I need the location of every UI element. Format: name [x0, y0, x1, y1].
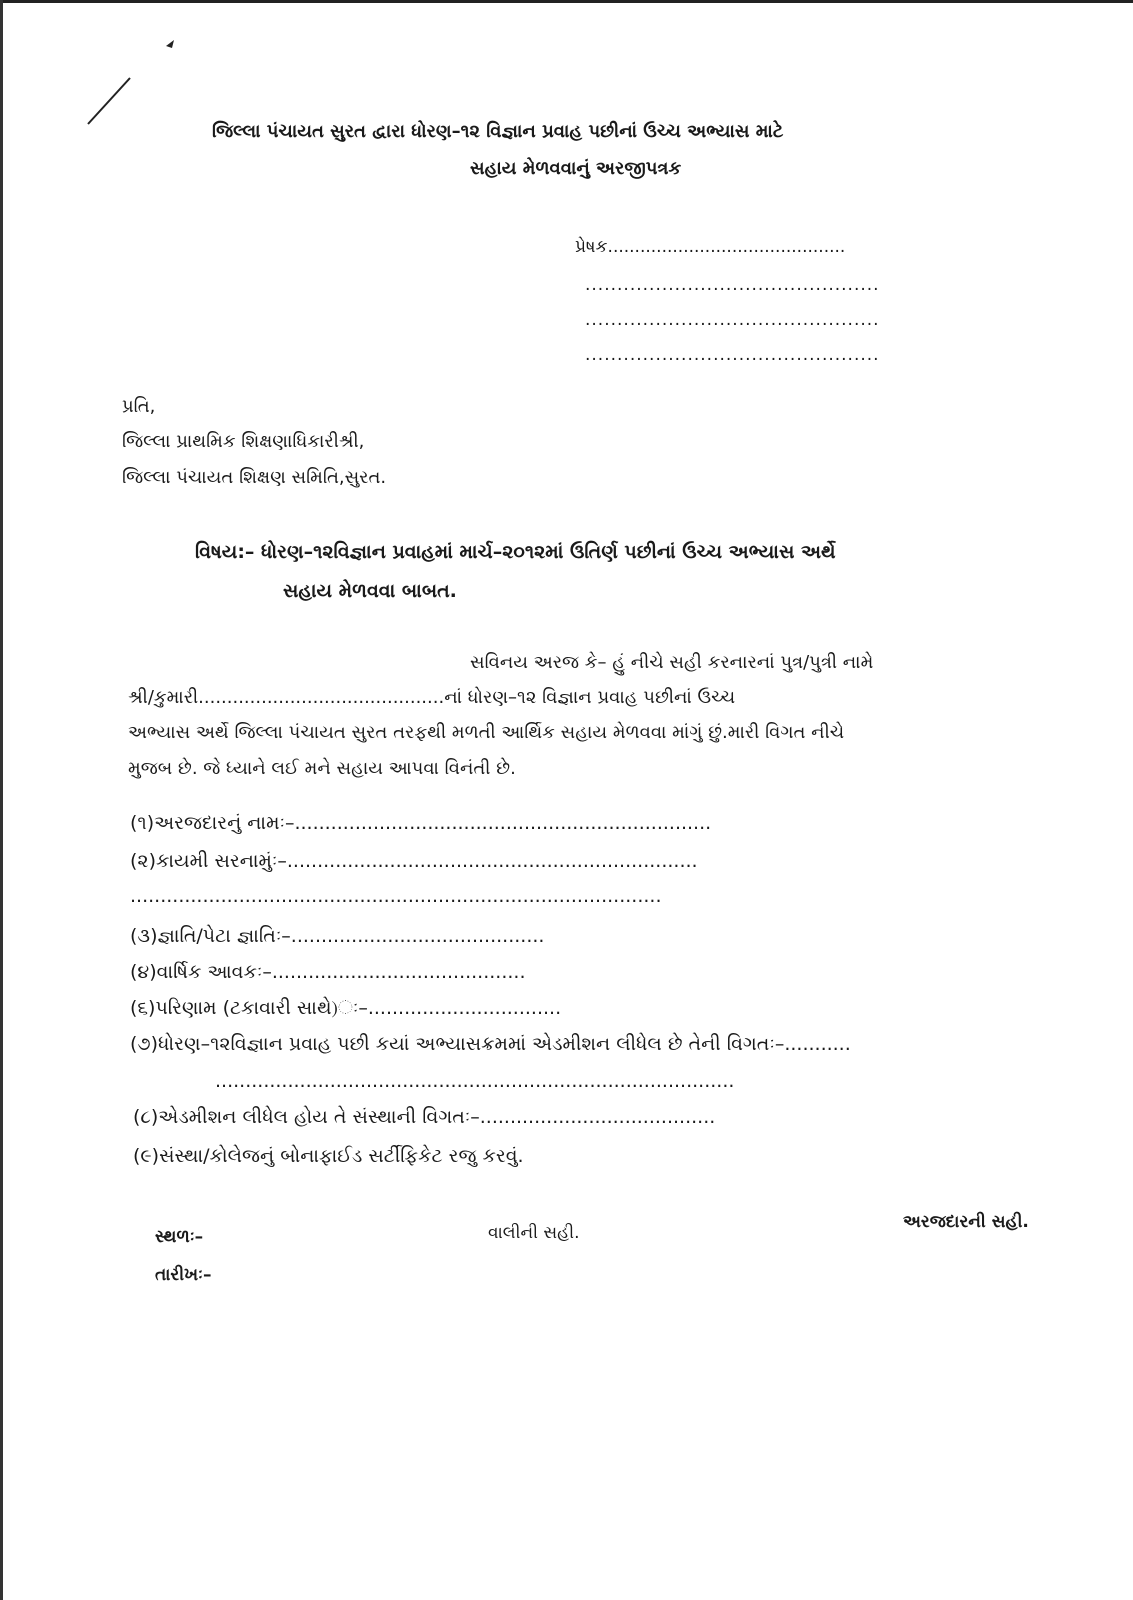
field-admission-course-cont: ...................................................................................... — [215, 1070, 735, 1092]
field-admission-course: (૭)ધોરણ–૧૨વિજ્ઞાન પ્રવાહ પછી કયાં અભ્યાસક્રમમાં એડમીશન લીધેલ છે તેની વિગતઃ–........... — [130, 1033, 851, 1055]
scan-left-edge — [0, 0, 3, 1600]
recipient-line2: જિલ્લા પ્રાથમિક શિક્ષણાધિકારીશ્રી, — [122, 431, 365, 452]
applicant-signature-label: અરજદારની સહી. — [903, 1212, 1029, 1232]
field-applicant-name: (૧)અરજદારનું નામઃ–..................................................................... — [130, 812, 712, 834]
field-institution-details: (૮)એડમીશન લીધેલ હોય તે સંસ્થાની વિગતઃ–....................................... — [133, 1106, 716, 1128]
field-permanent-address-cont: ........................................................................................ — [130, 885, 662, 907]
body-line4: મુજબ છે. જે ધ્યાને લઈ મને સહાય આપવા વિનંતી છે. — [128, 758, 516, 779]
field-permanent-address: (૨)કાયમી સરનામુંઃ–.................................................................... — [130, 850, 698, 872]
field-annual-income: (૪)વાર્ષિક આવકઃ–.......................................... — [130, 961, 526, 983]
sender-line1: પ્રેષક............................................ — [575, 237, 846, 257]
subject-line2: સહાય મેળવવા બાબત. — [283, 580, 457, 602]
body-line2: શ્રી/કુમારી...........................................નાં ધોરણ–૧૨ વિજ્ઞાન પ્રવાહ પછીનાં ઉચ્ચ — [128, 687, 736, 708]
place-label: સ્થળઃ– — [155, 1227, 204, 1247]
date-label: તારીખઃ– — [155, 1265, 212, 1285]
body-line1: સવિનય અરજ કે– હું નીચે સહી કરનારનાં પુત્ર/પુત્રી નામે — [470, 652, 874, 673]
field-bonafide-certificate: (૯)સંસ્થા/કોલેજનું બોનાફાઈડ સર્ટીફિકેટ રજુ કરવું. — [133, 1145, 524, 1167]
form-title-line2: સહાય મેળવવાનું અરજીપત્રક — [470, 158, 682, 179]
field-result: (૬)પરિણામ (ટકાવારી સાથે)ઃ–................................ — [130, 997, 562, 1019]
field-caste: (૩)જ્ઞાતિ/પેટા જ્ઞાતિઃ–.......................................... — [130, 925, 545, 947]
recipient-line3: જિલ્લા પંચાયત શિક્ષણ સમિતિ,સુરત. — [122, 467, 387, 488]
sender-line2: .............................................. — [585, 275, 880, 295]
form-title-line1: જિલ્લા પંચાયત સુરત દ્વારા ધોરણ–૧૨ વિજ્ઞાન પ્રવાહ પછીનાં ઉચ્ચ અભ્યાસ માટે — [212, 121, 784, 142]
subject-line1: વિષય:– ધોરણ–૧૨વિજ્ઞાન પ્રવાહમાં માર્ચ–૨૦૧૨માં ઉતિર્ણ પછીનાં ઉચ્ચ અભ્યાસ અર્થે — [195, 541, 836, 563]
recipient-line1: પ્રતિ, — [122, 396, 156, 417]
body-line3: અભ્યાસ અર્થે જિલ્લા પંચાયત સુરત તરફથી મળતી આર્થિક સહાય મેળવવા માંગું છું.મારી વિગત નીચે — [128, 722, 845, 743]
sender-line4: .............................................. — [585, 345, 880, 365]
pen-stroke-mark — [80, 30, 200, 140]
guardian-signature-label: વાલીની સહી. — [488, 1223, 580, 1243]
scan-top-edge — [0, 0, 1133, 3]
sender-line3: .............................................. — [585, 310, 880, 330]
